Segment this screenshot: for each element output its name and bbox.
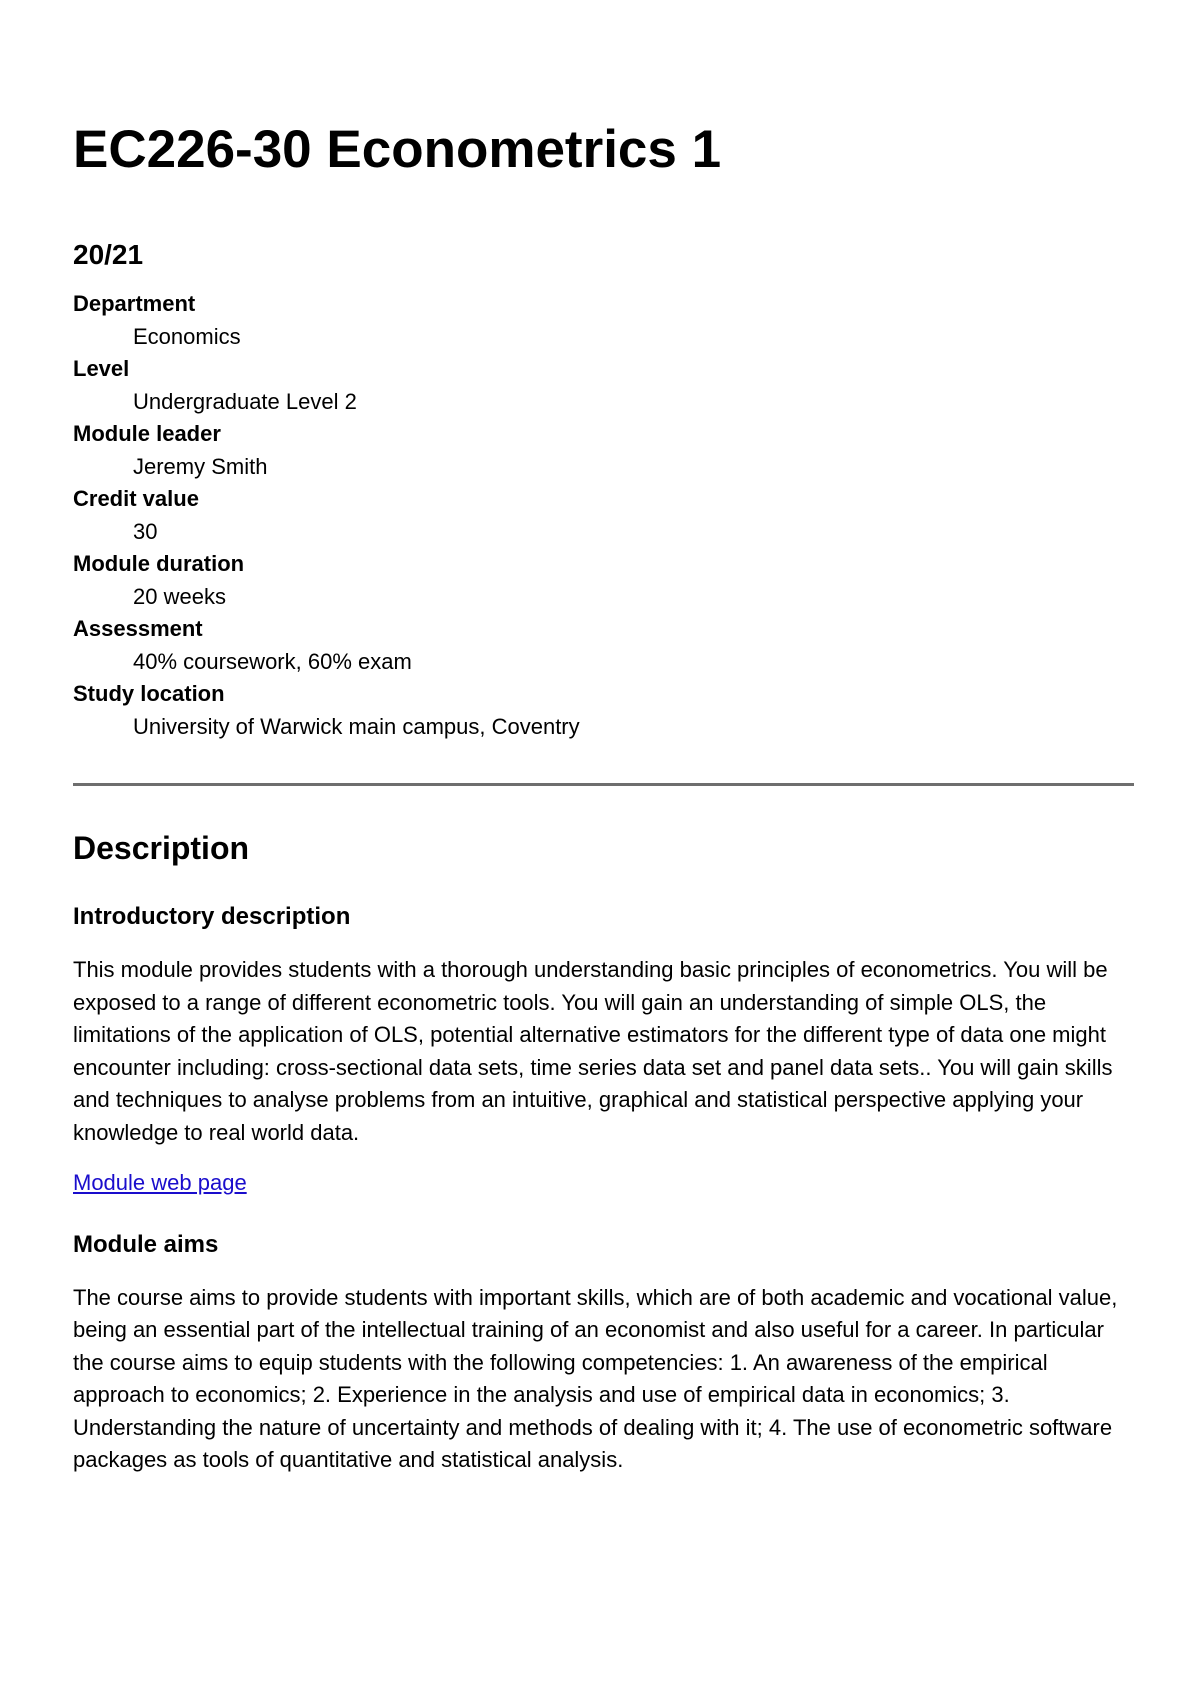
introductory-description-heading: Introductory description (73, 903, 351, 930)
detail-value-assessment: 40% coursework, 60% exam (133, 648, 412, 674)
detail-value-study-location: University of Warwick main campus, Coventry (133, 713, 580, 739)
detail-value-module-leader: Jeremy Smith (133, 453, 268, 479)
detail-label-assessment: Assessment (73, 616, 203, 641)
description-heading: Description (73, 830, 250, 866)
introductory-description-text: This module provides students with a thorough understanding basic principles of econometrics. You will be exposed to a range of different econometric tools. You will gain an understanding of simple OLS, the limitations of the application of OLS, potential alternative estimators for the different type of data one might encounter including: cross-sectional data sets, time series data set and panel data sets.. You will gain skills and techniques to analyse problems from an intuitive, graphical and statistical perspective applying your knowledge to real world data. (73, 957, 1113, 1145)
detail-label-study-location: Study location (73, 681, 225, 706)
detail-label-credit-value: Credit value (73, 486, 199, 511)
module-details-list (73, 288, 1134, 743)
detail-value-credit-value: 30 (133, 518, 158, 544)
page-title: EC226-30 Econometrics 1 (73, 120, 722, 179)
detail-label-module-leader: Module leader (73, 421, 221, 446)
module-aims-heading: Module aims (73, 1230, 219, 1258)
module-aims-text: The course aims to provide students with important skills, which are of both academic and vocational value, being an essential part of the intellectual training of an economist and also useful for a career. In particular the course aims to equip students with the following competencies: 1. An awareness of the empirical approach to economics; 2. Experience in the analysis and use of empirical data in economics; 3. Understanding the nature of uncertainty and methods of dealing with it; 4. The use of econometric software packages as tools of quantitative and statistical analysis. (73, 1284, 1118, 1472)
detail-label-level: Level (73, 356, 130, 381)
detail-label-module-duration: Module duration (73, 551, 245, 576)
detail-value-module-duration: 20 weeks (133, 583, 226, 609)
detail-label-department: Department (73, 291, 196, 316)
detail-value-department: Economics (133, 323, 241, 349)
module-web-page-link[interactable]: Module web page (73, 1170, 247, 1195)
detail-value-level: Undergraduate Level 2 (133, 388, 357, 414)
academic-year: 20/21 (73, 239, 144, 270)
section-divider (73, 783, 1134, 786)
